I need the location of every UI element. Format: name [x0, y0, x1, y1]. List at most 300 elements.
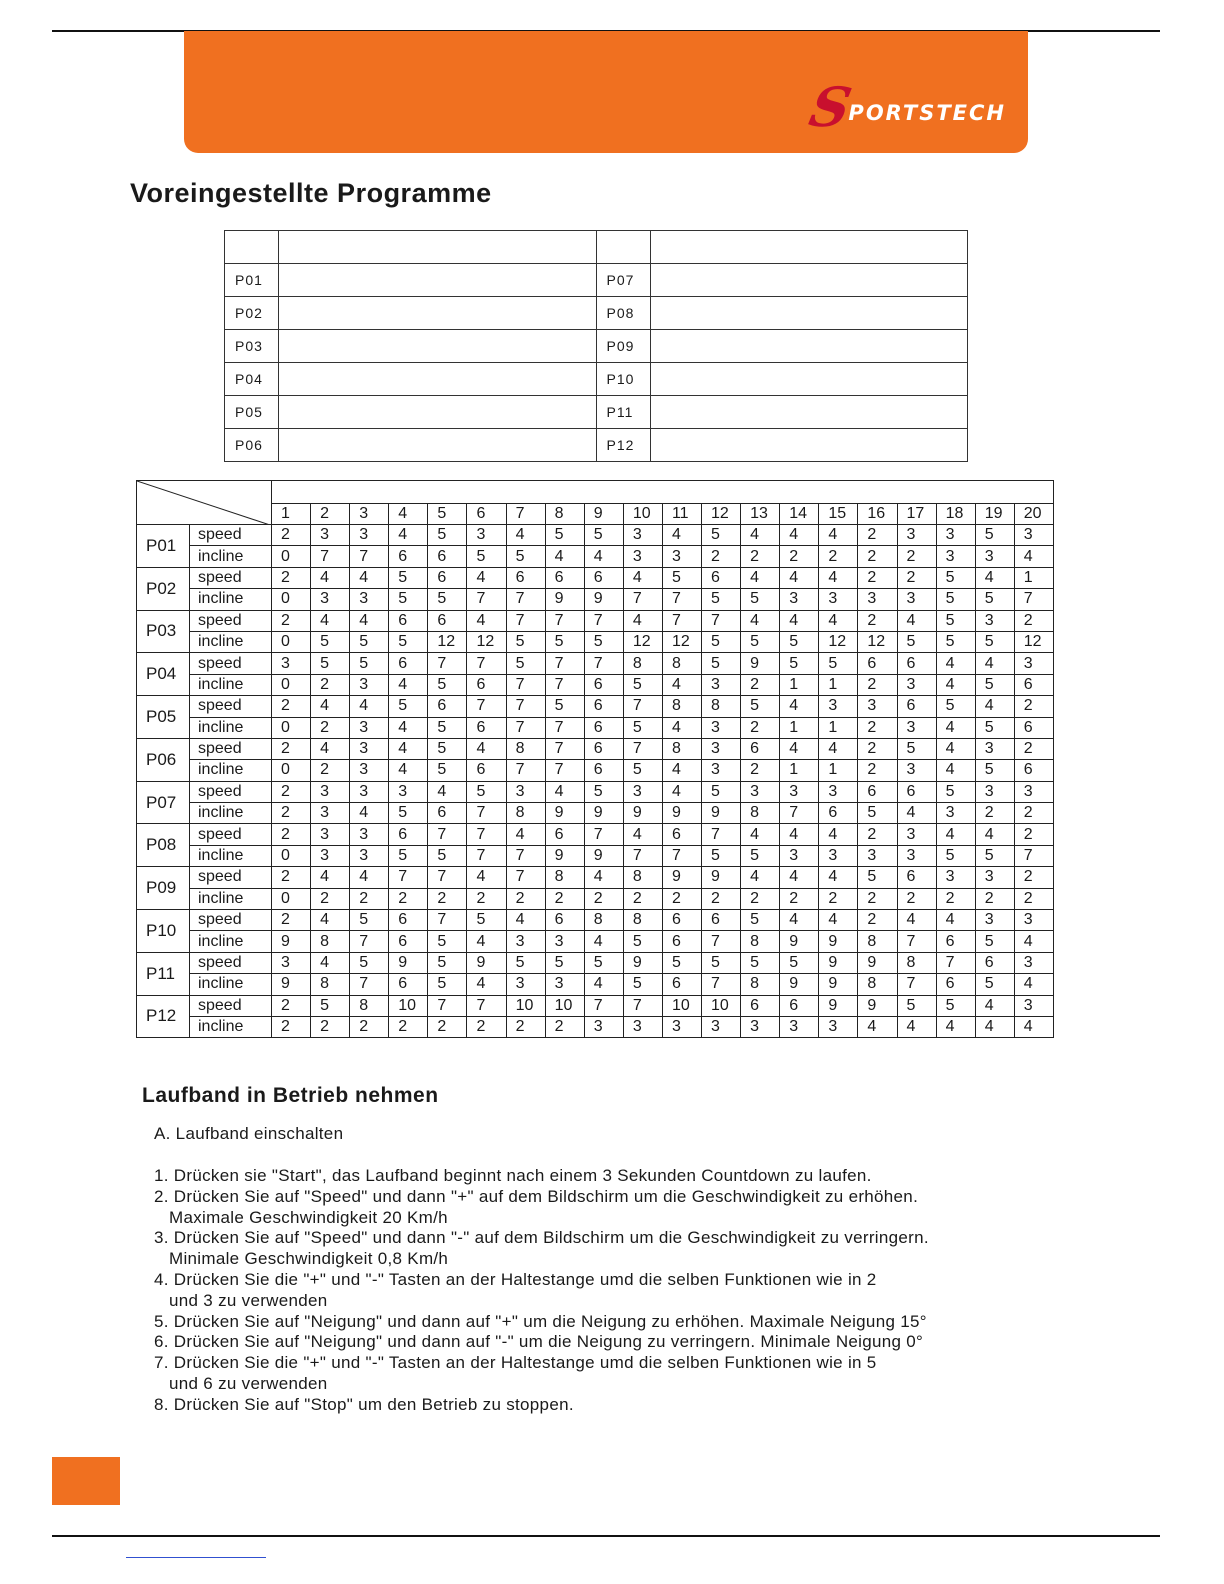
speed-value: 4: [780, 910, 819, 931]
speed-value: 4: [741, 867, 780, 888]
incline-value: 4: [1014, 974, 1053, 995]
header-cell: [225, 231, 279, 264]
incline-value: 2: [311, 760, 350, 781]
incline-value: 7: [350, 546, 389, 567]
row-label-incline: incline: [190, 1016, 272, 1037]
incline-value: 2: [584, 888, 623, 909]
speed-value: 7: [506, 696, 545, 717]
program-code: P04: [225, 363, 279, 396]
incline-value: 5: [975, 674, 1014, 695]
speed-value: 5: [702, 653, 741, 674]
speed-value: 2: [272, 738, 311, 759]
speed-value: 4: [780, 696, 819, 717]
speed-value: 2: [272, 567, 311, 588]
incline-value: 3: [350, 717, 389, 738]
speed-value: 5: [389, 567, 428, 588]
incline-value: 2: [819, 546, 858, 567]
speed-value: 2: [858, 910, 897, 931]
program-speed-row: [137, 867, 1054, 888]
incline-value: 4: [467, 974, 506, 995]
instruction-list: [154, 1166, 1074, 1416]
step-item: 3. Drücken Sie auf "Speed" und dann "-" auf dem Bildschirm um die Geschwindigkeit zu verringern.: [154, 1228, 929, 1248]
incline-value: 12: [1014, 631, 1053, 652]
column-number: 7: [506, 504, 545, 525]
speed-value: 7: [428, 824, 467, 845]
incline-value: 5: [975, 760, 1014, 781]
program-speed-row: [137, 781, 1054, 802]
header-cell: [279, 231, 597, 264]
speed-value: 7: [428, 867, 467, 888]
incline-value: 9: [584, 589, 623, 610]
speed-value: 6: [545, 824, 584, 845]
speed-value: 6: [780, 995, 819, 1016]
incline-value: 4: [1014, 1016, 1053, 1037]
incline-value: 1: [780, 760, 819, 781]
speed-value: 2: [272, 824, 311, 845]
speed-value: 6: [702, 567, 741, 588]
incline-value: 12: [623, 631, 662, 652]
incline-value: 4: [467, 931, 506, 952]
incline-value: 5: [623, 760, 662, 781]
incline-value: 4: [389, 717, 428, 738]
program-description: [279, 396, 597, 429]
program-code: P01: [225, 264, 279, 297]
column-number: 11: [662, 504, 701, 525]
row-label-speed: speed: [190, 910, 272, 931]
column-number: 10: [623, 504, 662, 525]
incline-value: 5: [936, 589, 975, 610]
incline-value: 4: [1014, 546, 1053, 567]
speed-value: 10: [702, 995, 741, 1016]
incline-value: 5: [975, 845, 1014, 866]
incline-value: 3: [897, 760, 936, 781]
speed-value: 7: [467, 995, 506, 1016]
incline-value: 2: [741, 546, 780, 567]
speed-value: 5: [936, 567, 975, 588]
column-number: 14: [780, 504, 819, 525]
speed-value: 8: [350, 995, 389, 1016]
speed-value: 9: [662, 867, 701, 888]
speed-value: 4: [311, 567, 350, 588]
incline-value: 7: [1014, 589, 1053, 610]
column-number: 19: [975, 504, 1014, 525]
speed-value: 4: [467, 867, 506, 888]
section-title: Laufband in Betrieb nehmen: [142, 1084, 439, 1107]
incline-value: 4: [350, 803, 389, 824]
incline-value: 5: [389, 845, 428, 866]
incline-value: 5: [428, 717, 467, 738]
step-item: 4. Drücken Sie die "+" und "-" Tasten an der Haltestange umd die selben Funktionen wie in 2: [154, 1269, 877, 1289]
program-speed-row: [137, 910, 1054, 931]
incline-value: 5: [467, 546, 506, 567]
program-incline-row: [137, 888, 1054, 909]
incline-value: 5: [428, 845, 467, 866]
incline-value: 2: [623, 888, 662, 909]
incline-value: 7: [506, 845, 545, 866]
incline-value: 4: [662, 674, 701, 695]
speed-value: 4: [975, 824, 1014, 845]
incline-value: 1: [819, 760, 858, 781]
incline-value: 3: [311, 845, 350, 866]
program-description: [279, 363, 597, 396]
incline-value: 6: [1014, 760, 1053, 781]
speed-value: 3: [975, 867, 1014, 888]
incline-value: 1: [819, 717, 858, 738]
incline-value: 6: [819, 803, 858, 824]
incline-value: 6: [936, 931, 975, 952]
incline-value: 5: [428, 760, 467, 781]
speed-value: 2: [1014, 610, 1053, 631]
program-incline-row: [137, 717, 1054, 738]
incline-value: 4: [1014, 931, 1053, 952]
speed-value: 3: [272, 653, 311, 674]
program-description: [650, 330, 968, 363]
program-name: P06: [137, 738, 190, 781]
column-number: 12: [702, 504, 741, 525]
incline-value: 3: [702, 760, 741, 781]
incline-value: 7: [350, 931, 389, 952]
incline-value: 4: [897, 803, 936, 824]
incline-value: 2: [741, 717, 780, 738]
incline-value: 5: [584, 631, 623, 652]
incline-value: 2: [467, 888, 506, 909]
speed-value: 4: [780, 567, 819, 588]
incline-value: 2: [702, 546, 741, 567]
speed-value: 5: [545, 525, 584, 546]
incline-value: 1: [780, 674, 819, 695]
speed-value: 6: [389, 610, 428, 631]
incline-value: 5: [702, 845, 741, 866]
incline-value: 4: [545, 546, 584, 567]
speed-value: 4: [350, 567, 389, 588]
speed-value: 4: [467, 610, 506, 631]
program-speed-row: [137, 525, 1054, 546]
incline-value: 2: [1014, 888, 1053, 909]
incline-value: 8: [741, 974, 780, 995]
speed-value: 4: [780, 824, 819, 845]
speed-value: 3: [897, 824, 936, 845]
incline-value: 2: [741, 674, 780, 695]
incline-value: 2: [897, 888, 936, 909]
speed-value: 6: [897, 781, 936, 802]
speed-value: 4: [936, 824, 975, 845]
program-list-header-row: [225, 231, 968, 264]
speed-value: 5: [428, 525, 467, 546]
speed-value: 5: [741, 696, 780, 717]
speed-value: 4: [311, 867, 350, 888]
program-list-row: [225, 396, 968, 429]
incline-value: 6: [467, 717, 506, 738]
page-marker: [52, 1457, 120, 1505]
incline-value: 5: [623, 717, 662, 738]
incline-value: 7: [545, 674, 584, 695]
incline-value: 3: [741, 1016, 780, 1037]
speed-value: 8: [584, 910, 623, 931]
row-label-speed: speed: [190, 781, 272, 802]
speed-value: 3: [350, 738, 389, 759]
incline-value: 2: [780, 888, 819, 909]
incline-value: 7: [467, 845, 506, 866]
incline-value: 7: [702, 974, 741, 995]
column-header-row: [137, 504, 1054, 525]
incline-value: 2: [897, 546, 936, 567]
incline-value: 5: [975, 717, 1014, 738]
speed-value: 2: [858, 525, 897, 546]
row-label-incline: incline: [190, 974, 272, 995]
speed-value: 2: [272, 995, 311, 1016]
incline-value: 6: [584, 717, 623, 738]
speed-value: 2: [272, 910, 311, 931]
speed-value: 3: [311, 781, 350, 802]
speed-value: 8: [506, 738, 545, 759]
incline-value: 5: [897, 631, 936, 652]
incline-value: 5: [936, 631, 975, 652]
program-description: [650, 363, 968, 396]
step-item: 1. Drücken sie "Start", das Laufband beginnt nach einem 3 Sekunden Countdown zu laufen.: [154, 1166, 872, 1185]
incline-value: 5: [389, 803, 428, 824]
incline-value: 2: [311, 888, 350, 909]
program-incline-row: [137, 974, 1054, 995]
header-banner: [184, 31, 1028, 153]
speed-value: 4: [506, 525, 545, 546]
column-number: 1: [272, 504, 311, 525]
incline-value: 6: [584, 760, 623, 781]
speed-value: 2: [272, 610, 311, 631]
row-label-speed: speed: [190, 738, 272, 759]
speed-value: 5: [780, 952, 819, 973]
speed-value: 3: [1014, 653, 1053, 674]
incline-value: 9: [623, 803, 662, 824]
speed-value: 4: [897, 910, 936, 931]
speed-value: 7: [389, 867, 428, 888]
speed-value: 6: [428, 610, 467, 631]
column-number: 4: [389, 504, 428, 525]
program-code: P02: [225, 297, 279, 330]
program-code: P09: [596, 330, 650, 363]
incline-value: 6: [1014, 717, 1053, 738]
speed-value: 7: [428, 995, 467, 1016]
incline-value: 8: [741, 803, 780, 824]
speed-value: 5: [584, 781, 623, 802]
step-continuation: und 6 zu verwenden: [169, 1373, 328, 1393]
program-speed-row: [137, 738, 1054, 759]
incline-value: 3: [545, 931, 584, 952]
program-list-row: [225, 297, 968, 330]
incline-value: 3: [936, 803, 975, 824]
program-name: P11: [137, 952, 190, 995]
step-item: 6. Drücken Sie auf "Neigung" und dann auf "-" um die Neigung zu verringern. Minimale Neigung 0°: [154, 1332, 924, 1352]
incline-value: 7: [780, 803, 819, 824]
speed-value: 3: [467, 525, 506, 546]
incline-value: 2: [545, 1016, 584, 1037]
speed-value: 6: [702, 910, 741, 931]
row-label-speed: speed: [190, 525, 272, 546]
incline-value: 2: [272, 1016, 311, 1037]
incline-value: 2: [311, 674, 350, 695]
incline-value: 12: [467, 631, 506, 652]
column-number: 9: [584, 504, 623, 525]
top-header-row: [137, 481, 1054, 504]
incline-value: 4: [584, 974, 623, 995]
program-code: P11: [596, 396, 650, 429]
speed-value: 3: [702, 738, 741, 759]
incline-value: 2: [741, 760, 780, 781]
incline-value: 2: [858, 760, 897, 781]
incline-value: 3: [350, 674, 389, 695]
speed-value: 8: [545, 867, 584, 888]
speed-value: 7: [428, 653, 467, 674]
speed-value: 9: [702, 867, 741, 888]
incline-value: 7: [467, 803, 506, 824]
speed-value: 7: [936, 952, 975, 973]
incline-value: 8: [311, 931, 350, 952]
incline-value: 8: [311, 974, 350, 995]
incline-value: 2: [311, 1016, 350, 1037]
speed-value: 9: [819, 995, 858, 1016]
speed-value: 5: [584, 952, 623, 973]
speed-value: 7: [506, 610, 545, 631]
diagonal-header-cell: [137, 481, 272, 525]
column-number: 16: [858, 504, 897, 525]
program-name: P04: [137, 653, 190, 696]
incline-value: 7: [350, 974, 389, 995]
incline-value: 9: [819, 974, 858, 995]
incline-value: 6: [389, 931, 428, 952]
incline-value: 3: [350, 760, 389, 781]
row-label-speed: speed: [190, 567, 272, 588]
incline-value: 3: [584, 1016, 623, 1037]
incline-value: 7: [545, 760, 584, 781]
speed-value: 4: [311, 952, 350, 973]
speed-value: 3: [311, 525, 350, 546]
incline-value: 5: [975, 931, 1014, 952]
incline-value: 2: [741, 888, 780, 909]
incline-value: 9: [780, 974, 819, 995]
incline-value: 3: [702, 1016, 741, 1037]
speed-value: 4: [389, 738, 428, 759]
program-code: P05: [225, 396, 279, 429]
incline-value: 5: [975, 974, 1014, 995]
incline-value: 3: [936, 546, 975, 567]
speed-value: 4: [741, 567, 780, 588]
program-list-row: [225, 363, 968, 396]
program-list-table: [224, 230, 968, 462]
speed-value: 5: [662, 567, 701, 588]
speed-value: 3: [897, 525, 936, 546]
speed-value: 9: [741, 653, 780, 674]
incline-value: 5: [545, 631, 584, 652]
program-speed-row: [137, 610, 1054, 631]
row-label-speed: speed: [190, 610, 272, 631]
speed-value: 4: [428, 781, 467, 802]
speed-value: 4: [467, 567, 506, 588]
incline-value: 2: [819, 888, 858, 909]
incline-value: 5: [389, 631, 428, 652]
speed-value: 6: [584, 738, 623, 759]
incline-value: 7: [506, 674, 545, 695]
speed-value: 8: [662, 696, 701, 717]
speed-value: 4: [623, 610, 662, 631]
incline-value: 7: [897, 931, 936, 952]
row-label-incline: incline: [190, 589, 272, 610]
incline-value: 4: [936, 1016, 975, 1037]
speed-value: 5: [819, 653, 858, 674]
program-incline-row: [137, 674, 1054, 695]
program-description: [650, 396, 968, 429]
speed-value: 7: [506, 867, 545, 888]
program-code: P12: [596, 429, 650, 462]
row-label-speed: speed: [190, 653, 272, 674]
incline-value: 6: [428, 803, 467, 824]
incline-value: 2: [506, 1016, 545, 1037]
footer-link-line[interactable]: [126, 1557, 266, 1558]
column-number: 20: [1014, 504, 1053, 525]
speed-value: 8: [623, 867, 662, 888]
column-number: 8: [545, 504, 584, 525]
program-description: [650, 429, 968, 462]
speed-value: 9: [623, 952, 662, 973]
incline-value: 4: [975, 1016, 1014, 1037]
incline-value: 3: [623, 546, 662, 567]
speed-value: 4: [662, 781, 701, 802]
speed-value: 4: [780, 525, 819, 546]
incline-value: 7: [311, 546, 350, 567]
incline-value: 2: [428, 1016, 467, 1037]
incline-value: 3: [819, 845, 858, 866]
program-incline-row: [137, 803, 1054, 824]
incline-value: 4: [936, 717, 975, 738]
speed-value: 6: [975, 952, 1014, 973]
row-label-incline: incline: [190, 803, 272, 824]
incline-value: 3: [897, 674, 936, 695]
incline-value: 5: [350, 631, 389, 652]
incline-value: 3: [623, 1016, 662, 1037]
speed-value: 3: [623, 525, 662, 546]
program-name: P02: [137, 567, 190, 610]
program-speed-row: [137, 952, 1054, 973]
speed-value: 7: [584, 610, 623, 631]
program-values-table: [136, 480, 1054, 1038]
row-label-speed: speed: [190, 995, 272, 1016]
incline-value: 6: [467, 674, 506, 695]
incline-value: 3: [819, 1016, 858, 1037]
program-incline-row: [137, 589, 1054, 610]
speed-value: 6: [584, 696, 623, 717]
incline-value: 4: [897, 1016, 936, 1037]
program-description: [650, 264, 968, 297]
incline-value: 7: [897, 974, 936, 995]
speed-value: 3: [311, 824, 350, 845]
incline-value: 7: [467, 589, 506, 610]
speed-value: 2: [897, 567, 936, 588]
column-number: 2: [311, 504, 350, 525]
speed-value: 5: [350, 910, 389, 931]
incline-value: 3: [975, 546, 1014, 567]
program-code: P03: [225, 330, 279, 363]
incline-value: 3: [819, 589, 858, 610]
incline-value: 0: [272, 845, 311, 866]
speed-value: 5: [975, 525, 1014, 546]
incline-value: 3: [897, 589, 936, 610]
speed-value: 4: [467, 738, 506, 759]
incline-value: 7: [623, 845, 662, 866]
incline-value: 2: [662, 888, 701, 909]
program-code: P08: [596, 297, 650, 330]
incline-value: 5: [311, 631, 350, 652]
incline-value: 2: [545, 888, 584, 909]
incline-value: 9: [662, 803, 701, 824]
logo-initial: S: [804, 75, 858, 139]
